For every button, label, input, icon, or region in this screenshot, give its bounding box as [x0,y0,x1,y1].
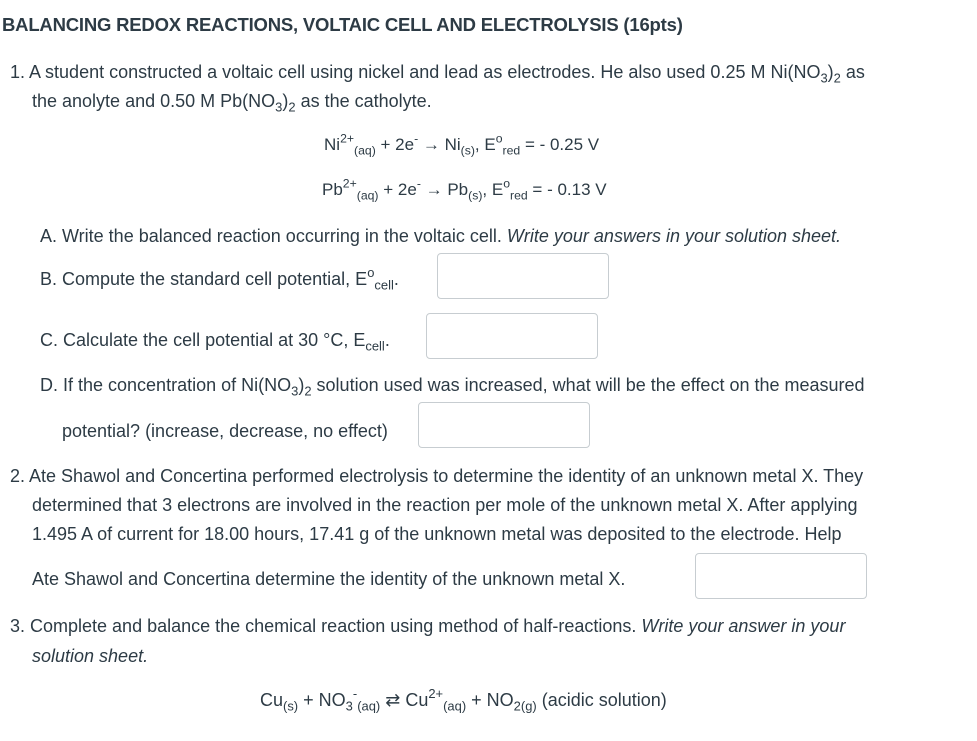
question-3-line-1: 3. Complete and balance the chemical reaction using method of half-reactions. Write your answer in your [10,616,846,636]
question-1-number: 1. [10,62,26,82]
answer-input-part-b[interactable] [437,253,609,299]
question-2-line-3: 1.495 A of current for 18.00 hours, 17.41 g of the unknown metal was deposited to the electrode. Help [32,524,842,544]
question-3-line-2: solution sheet. [32,646,149,666]
question-1-line-2: the anolyte and 0.50 M $Pb(NO_3)_2$ as the catholyte. [32,91,432,115]
question-2-line-4: Ate Shawol and Concertina determine the identity of the unknown metal X. [32,569,626,589]
question-1-part-d-line-2: potential? (increase, decrease, no effect) [62,421,388,441]
question-1-part-d: D. If the concentration of $Ni(NO_3)_2$ solution used was increased, what will be the effect on the measured [40,375,865,399]
answer-input-question-2[interactable] [695,553,867,599]
half-reaction-lead: $Pb^{2+}_{(aq)} + 2e^- \to Pb_{(s)}$, $E^o_{red}$ = - 0.13 V [322,176,607,203]
question-1-part-b: B. Compute the standard cell potential, $E^o_{cell}$. [40,265,399,293]
half-reaction-nickel: $Ni^{2+}_{(aq)} + 2e^- \to Ni_{(s)}$, $E^o_{red}$ = - 0.25 V [324,131,600,158]
question-1-part-a: A. Write the balanced reaction occurring in the voltaic cell. Write your answers in your solution sheet. [40,226,842,246]
redox-equation-copper: $Cu_{(s)} + NO_3^-_{(aq)}$ ⇄ $Cu^{2+}_{(aq)} + NO_{2(g)}$ (acidic solution) [260,686,667,714]
page-title: BALANCING REDOX REACTIONS, VOLTAIC CELL AND ELECTROLYSIS (16pts) [2,14,683,35]
answer-input-part-c[interactable] [426,313,598,359]
question-2-line-2: determined that 3 electrons are involved in the reaction per mole of the unknown metal X. After applying [32,495,858,515]
question-1-line-1: 1. A student constructed a voltaic cell using nickel and lead as electrodes. He also used 0.25 M $Ni(NO_3)_2$ as [10,62,865,86]
question-1-part-c: C. Calculate the cell potential at 30 °C, $E_{cell}$. [40,330,390,354]
answer-input-part-d[interactable] [418,402,590,448]
question-2-line-1: 2. Ate Shawol and Concertina performed electrolysis to determine the identity of an unknown metal X. They [10,466,864,486]
